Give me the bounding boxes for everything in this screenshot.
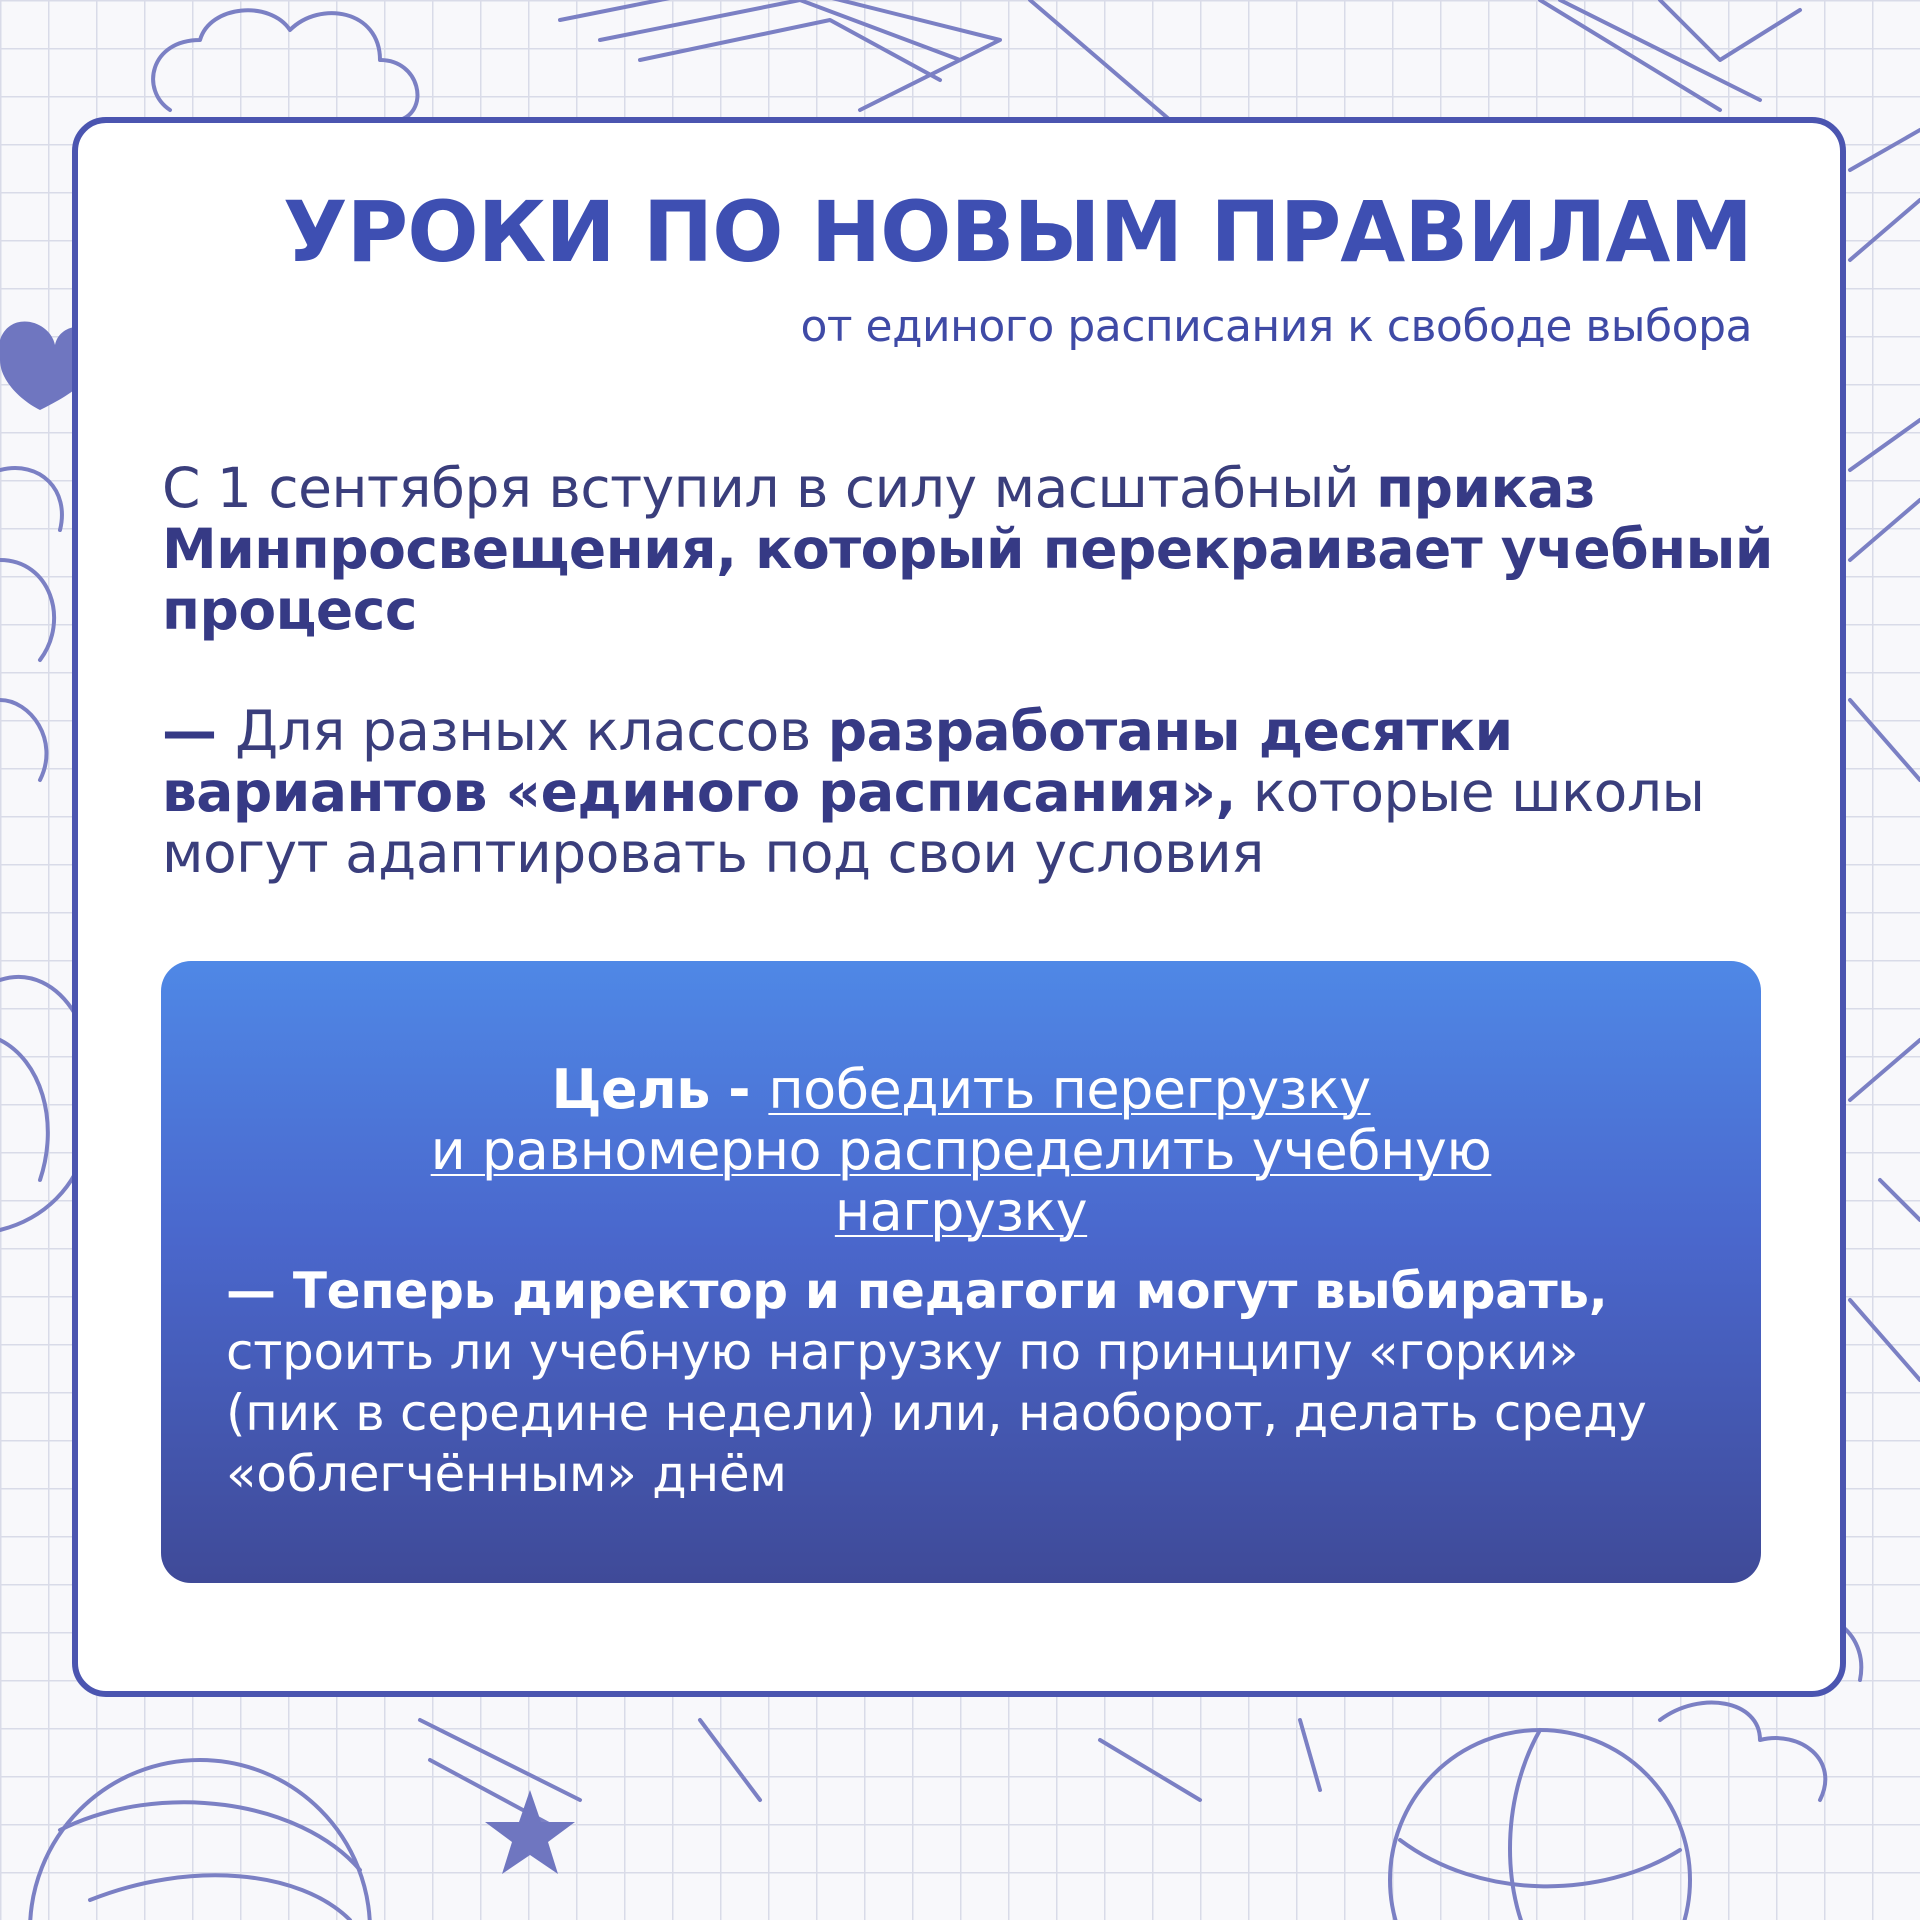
goal-body (226, 1261, 1706, 1505)
goal-dash: — (226, 1262, 293, 1320)
basketball-doodle (1390, 1730, 1690, 1920)
goal-line-2: и равномерно распределить учебную (430, 1119, 1492, 1182)
goal-text: строить ли учебную нагрузку по принципу «горки» (пик в середине недели) или, наоборот, делать среду «облегчённым» днём (226, 1323, 1647, 1503)
content-card (72, 117, 1846, 1697)
pencil-doodle (1540, 0, 1800, 110)
cloud-icon (153, 10, 417, 120)
schedules-tail: которые школы могут адаптировать под свои условия (162, 760, 1705, 885)
goal-line-3: нагрузку (834, 1180, 1088, 1243)
book-doodle (560, 0, 1170, 120)
goal-label: Цель - (551, 1058, 769, 1121)
star-icon (485, 1790, 575, 1874)
goal-line-1: победить перегрузку (768, 1058, 1371, 1121)
globe-icon (30, 1760, 370, 1920)
schedules-paragraph (162, 701, 1802, 884)
intro-bold: приказ Минпросвещения, который перекраивает учебный процесс (162, 456, 1773, 642)
pen-doodle (420, 1720, 1320, 1830)
schedules-dash: — (162, 699, 236, 763)
ruler-doodle (1850, 130, 1920, 1380)
schedules-bold: разработаны десятки вариантов «единого расписания», (162, 699, 1513, 824)
schedules-lead: Для разных классов (235, 699, 828, 763)
goal-box (161, 961, 1761, 1583)
goal-bold: Теперь директор и педагоги могут выбирать, (292, 1262, 1608, 1320)
page-subtitle: от единого расписания к свободе выбора (800, 301, 1752, 352)
intro-lead: С 1 сентября вступил в силу масштабный (162, 456, 1377, 520)
page-title: УРОКИ ПО НОВЫМ ПРАВИЛАМ (282, 183, 1752, 281)
intro-paragraph (162, 458, 1802, 641)
goal-heading (161, 1059, 1761, 1242)
